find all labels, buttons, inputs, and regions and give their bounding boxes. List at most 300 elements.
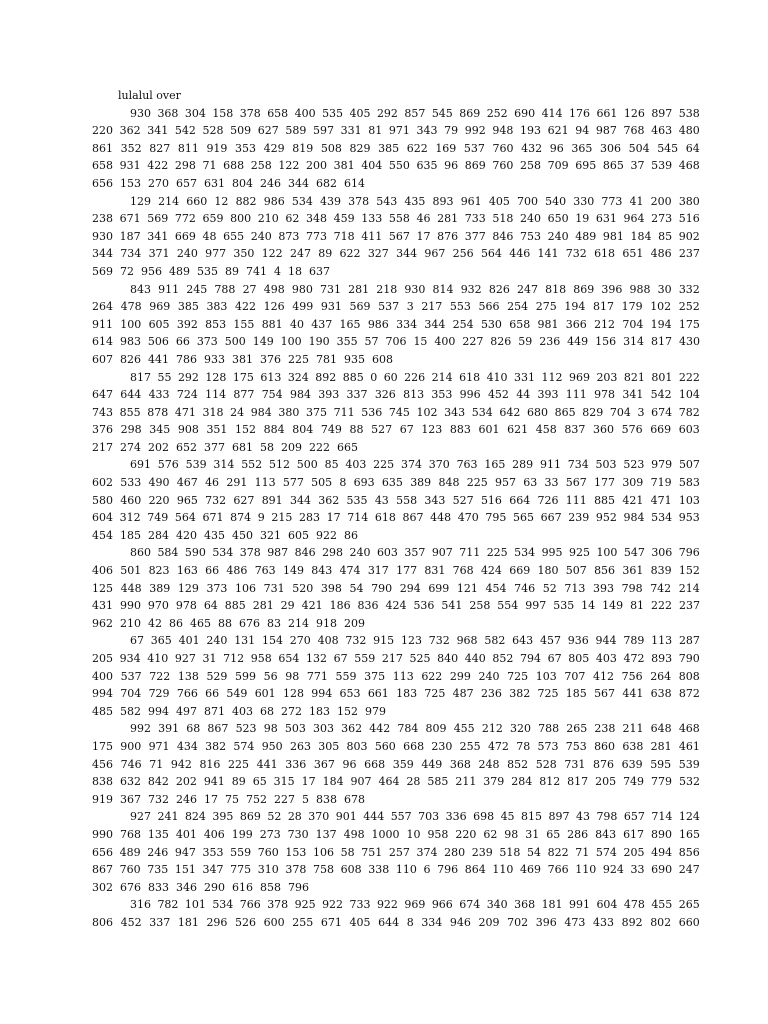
number-token: 18 (288, 264, 302, 278)
number-token: 527 (452, 493, 474, 507)
number-token: 489 (119, 845, 141, 859)
number-token: 766 (239, 898, 261, 912)
number-token: 362 (318, 493, 340, 507)
number-token: 442 (369, 722, 391, 736)
number-token: 98 (504, 827, 519, 841)
number-token: 981 (602, 229, 624, 243)
number-token: 711 (333, 405, 355, 419)
number-token: 346 (176, 880, 197, 894)
number-token: 352 (120, 141, 142, 155)
number-token: 595 (650, 757, 672, 771)
number-token: 950 (261, 739, 283, 753)
number-token: 856 (594, 564, 616, 578)
number-token: 42 (148, 616, 162, 630)
number-token: 298 (120, 423, 142, 437)
number-token: 44 (516, 388, 531, 402)
number-token: 956 (141, 264, 162, 278)
number-token: 752 (246, 792, 267, 806)
number-token: 471 (174, 405, 196, 419)
number-token: 362 (119, 124, 141, 138)
number-token: 246 (176, 792, 197, 806)
number-token: 617 (623, 827, 645, 841)
number-token: 528 (202, 124, 224, 138)
number-token: 112 (541, 370, 563, 384)
number-token: 378 (348, 194, 370, 208)
number-token: 795 (485, 511, 507, 525)
number-token: 439 (319, 194, 341, 208)
number-token: 247 (678, 863, 700, 877)
number-token: 712 (223, 652, 245, 665)
number-line (92, 140, 700, 158)
number-token: 464 (378, 775, 400, 789)
number-token: 725 (424, 687, 446, 701)
number-token: 132 (306, 652, 327, 665)
number-token: 175 (92, 739, 113, 753)
number-token: 907 (350, 775, 372, 789)
number-token: 186 (329, 599, 351, 613)
number-token: 240 (520, 212, 541, 226)
number-token: 103 (678, 493, 700, 507)
number-token: 341 (147, 124, 169, 138)
number-token: 452 (487, 388, 509, 402)
number-token: 318 (202, 405, 224, 419)
number-token: 734 (120, 247, 142, 261)
number-token: 969 (149, 300, 171, 314)
number-token: 441 (256, 757, 278, 771)
number-token: 867 (207, 722, 229, 736)
number-token: 729 (148, 687, 170, 701)
number-token: 656 (92, 176, 113, 190)
number-token: 858 (260, 880, 281, 894)
number-token: 460 (120, 493, 142, 507)
number-token: 996 (459, 388, 481, 402)
number-token: 838 (316, 792, 337, 806)
number-token: 104 (678, 388, 700, 402)
number-token: 542 (174, 124, 196, 138)
number-token: 922 (322, 898, 344, 912)
number-token: 0 (370, 370, 378, 384)
number-token: 927 (174, 652, 196, 665)
number-token: 534 (471, 405, 493, 419)
number-token: 766 (547, 863, 569, 877)
number-token: 421 (622, 493, 644, 507)
number-token: 406 (203, 827, 225, 841)
number-token: 56 (263, 669, 278, 683)
number-token: 907 (431, 546, 453, 560)
number-token: 165 (339, 317, 361, 331)
number-token: 742 (650, 581, 672, 595)
number-token: 3 (637, 405, 645, 419)
number-token: 796 (678, 546, 700, 560)
number-token: 786 (176, 352, 197, 366)
number-token: 930 (404, 282, 426, 296)
number-token: 749 (147, 511, 169, 525)
number-token: 381 (232, 352, 253, 366)
number-token: 403 (232, 704, 253, 718)
number-token: 258 (250, 159, 272, 173)
number-token: 209 (344, 616, 365, 630)
document-page (92, 87, 700, 932)
number-line (92, 668, 700, 686)
number-token: 89 (231, 775, 246, 789)
number-token: 66 (205, 687, 220, 701)
number-token: 403 (595, 652, 617, 665)
number-token: 389 (410, 476, 432, 490)
number-token: 220 (148, 493, 170, 507)
number-token: 218 (376, 282, 398, 296)
number-token: 368 (514, 898, 536, 912)
number-token: 652 (176, 440, 197, 454)
number-token: 821 (623, 370, 645, 384)
number-token: 518 (492, 212, 514, 226)
number-token: 934 (119, 652, 141, 665)
number-token: 379 (483, 775, 505, 789)
number-token: 848 (438, 476, 460, 490)
number-token: 281 (348, 282, 370, 296)
number-token: 149 (252, 335, 274, 349)
number-token: 400 (294, 106, 316, 120)
number-line (92, 421, 700, 439)
number-token: 17 (301, 775, 316, 789)
number-line (92, 333, 700, 351)
number-token: 165 (678, 827, 700, 841)
number-token: 964 (623, 212, 645, 226)
number-token: 746 (514, 581, 536, 595)
number-token: 255 (292, 915, 314, 929)
number-token: 211 (622, 722, 644, 736)
number-token: 498 (343, 827, 365, 841)
number-token: 693 (353, 476, 375, 490)
number-token: 490 (148, 476, 170, 490)
number-token: 471 (650, 493, 672, 507)
number-token: 811 (177, 141, 199, 155)
number-token: 230 (431, 739, 453, 753)
number-token: 852 (492, 652, 514, 665)
number-token: 89 (318, 247, 333, 261)
number-token: 103 (535, 669, 557, 683)
number-token: 822 (547, 845, 569, 859)
number-token: 359 (392, 757, 414, 771)
number-token: 225 (228, 757, 250, 771)
document-title: lulalul over (118, 89, 181, 102)
number-token: 123 (421, 423, 443, 437)
number-token: 102 (416, 405, 438, 419)
number-token: 933 (204, 352, 225, 366)
number-token: 948 (492, 124, 514, 138)
number-token: 731 (263, 581, 285, 595)
number-token: 709 (547, 159, 569, 173)
number-token: 332 (678, 282, 700, 296)
number-token: 290 (204, 880, 225, 894)
number-line (92, 791, 700, 809)
number-token: 367 (120, 792, 141, 806)
number-token: 366 (565, 317, 587, 331)
number-token: 240 (478, 669, 500, 683)
number-token: 133 (361, 212, 383, 226)
number-token: 897 (651, 106, 673, 120)
number-token: 30 (657, 282, 672, 296)
number-token: 539 (678, 757, 700, 771)
number-token: 782 (157, 898, 179, 912)
number-token: 918 (316, 616, 337, 630)
number-token: 704 (609, 405, 631, 419)
number-token: 341 (147, 229, 169, 243)
number-token: 247 (516, 282, 538, 296)
number-token: 264 (92, 300, 113, 314)
number-token: 885 (342, 370, 364, 384)
number-token: 96 (549, 141, 564, 155)
number-line (92, 210, 700, 228)
number-token: 121 (456, 581, 478, 595)
number-token: 185 (565, 687, 587, 701)
number-token: 209 (478, 915, 500, 929)
number-token: 840 (437, 652, 459, 665)
number-token: 321 (260, 528, 281, 542)
number-token: 605 (148, 317, 170, 331)
number-token: 804 (292, 423, 314, 437)
number-token: 958 (250, 652, 272, 665)
number-token: 659 (202, 212, 224, 226)
number-token: 731 (564, 757, 586, 771)
number-token: 474 (339, 564, 361, 578)
number-token: 100 (596, 546, 618, 560)
number-token: 334 (421, 915, 443, 929)
number-token: 131 (234, 634, 256, 648)
number-token: 732 (148, 792, 169, 806)
number-token: 900 (120, 739, 142, 753)
number-token: 732 (428, 634, 450, 648)
number-token: 707 (564, 669, 586, 683)
number-token: 986 (263, 194, 285, 208)
number-line (92, 720, 700, 738)
number-line (92, 492, 700, 510)
number-token: 671 (119, 212, 141, 226)
number-token: 10 (406, 827, 421, 841)
number-token: 658 (267, 106, 289, 120)
number-token: 72 (120, 264, 134, 278)
number-token: 55 (157, 370, 172, 384)
number-token: 600 (263, 915, 285, 929)
number-line (92, 773, 700, 791)
number-paragraph (92, 105, 700, 193)
number-token: 205 (623, 845, 645, 859)
number-token: 941 (203, 775, 225, 789)
number-token: 175 (232, 370, 254, 384)
number-token: 542 (650, 388, 672, 402)
number-token: 503 (595, 458, 617, 472)
number-token: 200 (650, 194, 672, 208)
number-token: 566 (478, 300, 500, 314)
number-token: 536 (361, 405, 383, 419)
number-token: 639 (621, 757, 643, 771)
number-token: 284 (511, 775, 533, 789)
number-token: 241 (157, 810, 179, 824)
number-token: 798 (596, 810, 618, 824)
number-token: 932 (460, 282, 482, 296)
number-token: 225 (288, 352, 309, 366)
number-token: 181 (177, 915, 199, 929)
number-token: 837 (564, 423, 586, 437)
number-token: 463 (651, 124, 673, 138)
number-token: 656 (92, 845, 113, 859)
number-token: 247 (289, 247, 311, 261)
number-token: 214 (431, 370, 453, 384)
number-paragraph (92, 896, 700, 931)
number-token: 890 (651, 827, 673, 841)
number-line (92, 632, 700, 650)
number-token: 965 (176, 493, 198, 507)
number-token: 152 (235, 423, 257, 437)
number-token: 971 (148, 739, 170, 753)
number-token: 826 (488, 282, 510, 296)
number-token: 539 (185, 458, 207, 472)
number-line (92, 562, 700, 580)
number-token: 62 (483, 827, 498, 841)
number-token: 984 (250, 405, 272, 419)
number-token: 813 (403, 388, 425, 402)
number-token: 981 (537, 317, 559, 331)
number-token: 499 (292, 300, 314, 314)
number-token: 374 (400, 458, 422, 472)
number-token: 181 (541, 898, 563, 912)
number-token: 714 (651, 810, 673, 824)
number-token: 176 (569, 106, 590, 120)
number-token: 650 (547, 212, 569, 226)
number-token: 506 (147, 335, 169, 349)
number-token: 344 (92, 247, 113, 261)
number-token: 576 (157, 458, 179, 472)
number-token: 393 (592, 581, 614, 595)
number-token: 199 (231, 827, 253, 841)
number-token: 343 (444, 405, 466, 419)
number-token: 504 (628, 141, 650, 155)
number-token: 71 (202, 159, 217, 173)
number-token: 760 (492, 159, 514, 173)
number-token: 550 (388, 159, 410, 173)
number-token: 535 (322, 106, 344, 120)
number-token: 718 (333, 229, 355, 243)
number-token: 81 (630, 599, 645, 613)
number-token: 805 (568, 652, 590, 665)
number-token: 745 (388, 405, 410, 419)
number-token: 582 (120, 704, 141, 718)
number-token: 790 (678, 652, 700, 665)
number-token: 605 (288, 528, 309, 542)
number-token: 538 (678, 106, 700, 120)
number-token: 455 (453, 722, 475, 736)
number-token: 377 (204, 440, 225, 454)
number-token: 838 (92, 775, 113, 789)
number-token: 995 (541, 546, 563, 560)
number-token: 124 (678, 810, 700, 824)
number-token: 988 (629, 282, 651, 296)
number-token: 768 (623, 124, 645, 138)
number-token: 523 (235, 722, 257, 736)
number-token: 68 (260, 704, 274, 718)
number-token: 270 (289, 634, 311, 648)
number-token: 468 (678, 159, 700, 173)
number-token: 33 (630, 863, 645, 877)
number-token: 833 (148, 880, 169, 894)
number-token: 760 (492, 141, 514, 155)
number-token: 489 (169, 264, 190, 278)
number-token: 317 (367, 564, 389, 578)
number-token: 779 (651, 775, 673, 789)
number-token: 370 (428, 458, 450, 472)
number-token: 27 (242, 282, 257, 296)
number-token: 698 (473, 810, 495, 824)
number-token: 336 (445, 810, 467, 824)
number-token: 45 (500, 810, 515, 824)
number-token: 726 (537, 493, 559, 507)
number-token: 961 (460, 194, 482, 208)
number-token: 771 (306, 669, 328, 683)
number-token: 368 (449, 757, 471, 771)
number-token: 915 (373, 634, 395, 648)
number-token: 852 (507, 757, 529, 771)
number-token: 256 (452, 247, 474, 261)
number-token: 665 (337, 440, 358, 454)
number-token: 373 (206, 581, 228, 595)
number-token: 734 (567, 458, 589, 472)
number-line (92, 404, 700, 422)
number-token: 412 (592, 669, 614, 683)
number-token: 441 (622, 687, 644, 701)
number-token: 881 (261, 317, 283, 331)
number-token: 731 (319, 282, 341, 296)
number-token: 768 (119, 827, 141, 841)
number-paragraph (92, 632, 700, 720)
number-token: 422 (235, 300, 257, 314)
number-token: 255 (459, 739, 481, 753)
number-token: 15 (413, 335, 428, 349)
number-token: 565 (513, 511, 534, 525)
number-token: 240 (349, 546, 371, 560)
number-token: 331 (514, 370, 536, 384)
number-token: 802 (650, 915, 672, 929)
number-token: 856 (678, 845, 700, 859)
number-token: 424 (480, 564, 502, 578)
number-token: 892 (621, 915, 643, 929)
number-token: 827 (149, 141, 171, 155)
number-token: 526 (235, 915, 257, 929)
number-paragraph (92, 808, 700, 896)
number-token: 853 (205, 317, 227, 331)
number-token: 773 (306, 229, 327, 243)
number-token: 245 (186, 282, 208, 296)
number-token: 345 (149, 423, 171, 437)
number-token: 284 (148, 528, 169, 542)
number-token: 289 (512, 458, 534, 472)
number-token: 812 (539, 775, 561, 789)
number-token: 657 (176, 176, 197, 190)
number-token: 817 (651, 335, 673, 349)
number-token: 296 (206, 915, 228, 929)
number-token: 298 (174, 159, 196, 173)
number-token: 876 (437, 229, 459, 243)
number-token: 263 (289, 739, 311, 753)
number-token: 183 (309, 704, 330, 718)
number-token: 312 (119, 511, 141, 525)
number-token: 622 (406, 141, 428, 155)
number-token: 756 (621, 669, 643, 683)
number-token: 537 (378, 300, 400, 314)
number-token: 236 (480, 687, 502, 701)
number-token: 733 (464, 212, 486, 226)
number-token: 815 (521, 810, 543, 824)
number-token: 275 (535, 300, 557, 314)
number-token: 632 (119, 775, 141, 789)
